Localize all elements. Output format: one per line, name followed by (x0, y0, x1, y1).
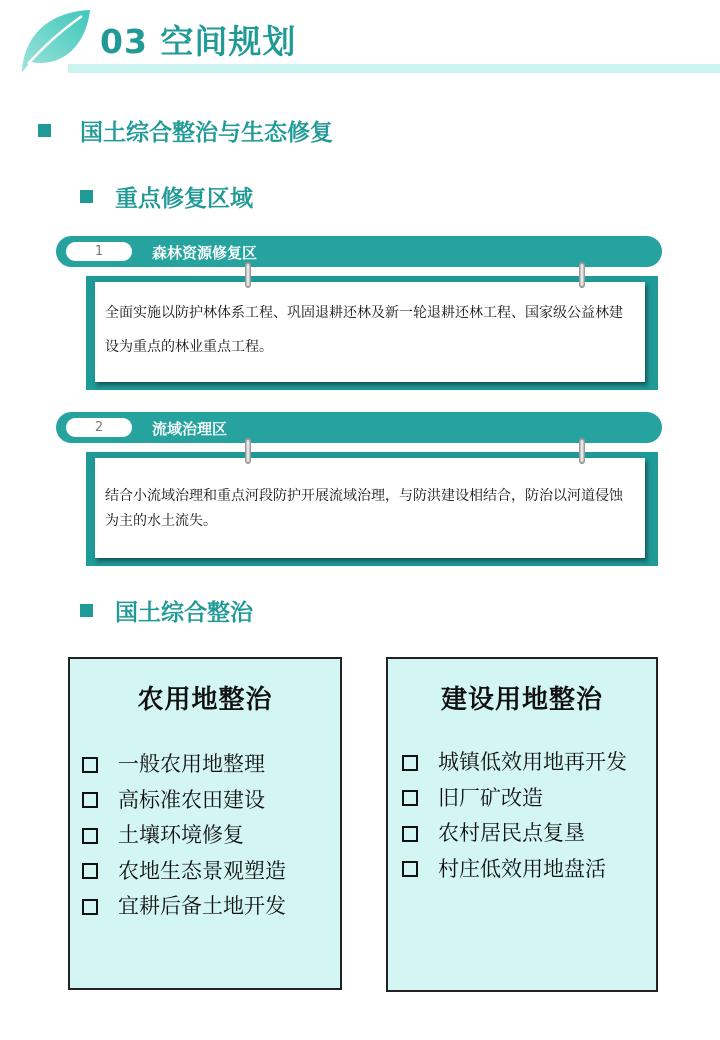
section-title: 国土综合整治与生态修复 (80, 120, 333, 146)
list-item: 农村居民点复垦 (402, 816, 627, 852)
checkbox-icon (82, 792, 98, 808)
list-item: 村庄低效用地盘活 (402, 852, 627, 888)
checkbox-icon (82, 757, 98, 773)
binder-clip-icon (244, 262, 252, 288)
list-item: 宜耕后备土地开发 (82, 889, 286, 925)
construction-land-list (402, 745, 627, 887)
square-bullet-icon (80, 604, 93, 617)
zone-2-number: 2 (66, 418, 132, 437)
zone-1-name: 森林资源修复区 (152, 244, 258, 262)
agricultural-land-title: 农用地整治 (137, 685, 273, 715)
list-item: 高标准农田建设 (82, 783, 286, 819)
binder-clip-icon (244, 438, 252, 464)
list-item: 土壤环境修复 (82, 818, 286, 854)
title-underline (68, 64, 720, 73)
checkbox-icon (402, 861, 418, 877)
checkbox-icon (402, 826, 418, 842)
page-title: 03 空间规划 (100, 22, 297, 61)
list-item: 一般农用地整理 (82, 747, 286, 783)
restoration-title: 重点修复区域 (115, 186, 253, 212)
zone-2-name: 流域治理区 (152, 420, 228, 438)
checkbox-icon (402, 755, 418, 771)
zone-1-number: 1 (66, 242, 132, 261)
square-bullet-icon (38, 124, 51, 137)
square-bullet-icon (80, 190, 93, 203)
agricultural-land-box (68, 657, 342, 990)
checkbox-icon (82, 863, 98, 879)
zone-1-header-bar (56, 236, 662, 267)
checkbox-icon (82, 828, 98, 844)
binder-clip-icon (578, 262, 586, 288)
binder-clip-icon (578, 438, 586, 464)
checkbox-icon (82, 899, 98, 915)
construction-land-title: 建设用地整治 (440, 685, 603, 715)
list-item: 农地生态景观塑造 (82, 854, 286, 890)
construction-land-box (386, 657, 658, 992)
zone-1-description: 全面实施以防护林体系工程、巩固退耕还林及新一轮退耕还林工程、国家级公益林建设为重点的林业重点工程。 (95, 282, 645, 382)
agricultural-land-list (82, 747, 286, 925)
list-item: 城镇低效用地再开发 (402, 745, 627, 781)
consolidation-title: 国土综合整治 (115, 600, 253, 626)
zone-2-description: 结合小流域治理和重点河段防护开展流域治理，与防洪建设相结合，防治以河道侵蚀为主的水土流失。 (95, 458, 645, 558)
zone-2-header-bar (56, 412, 662, 443)
list-item: 旧厂矿改造 (402, 781, 627, 817)
checkbox-icon (402, 790, 418, 806)
